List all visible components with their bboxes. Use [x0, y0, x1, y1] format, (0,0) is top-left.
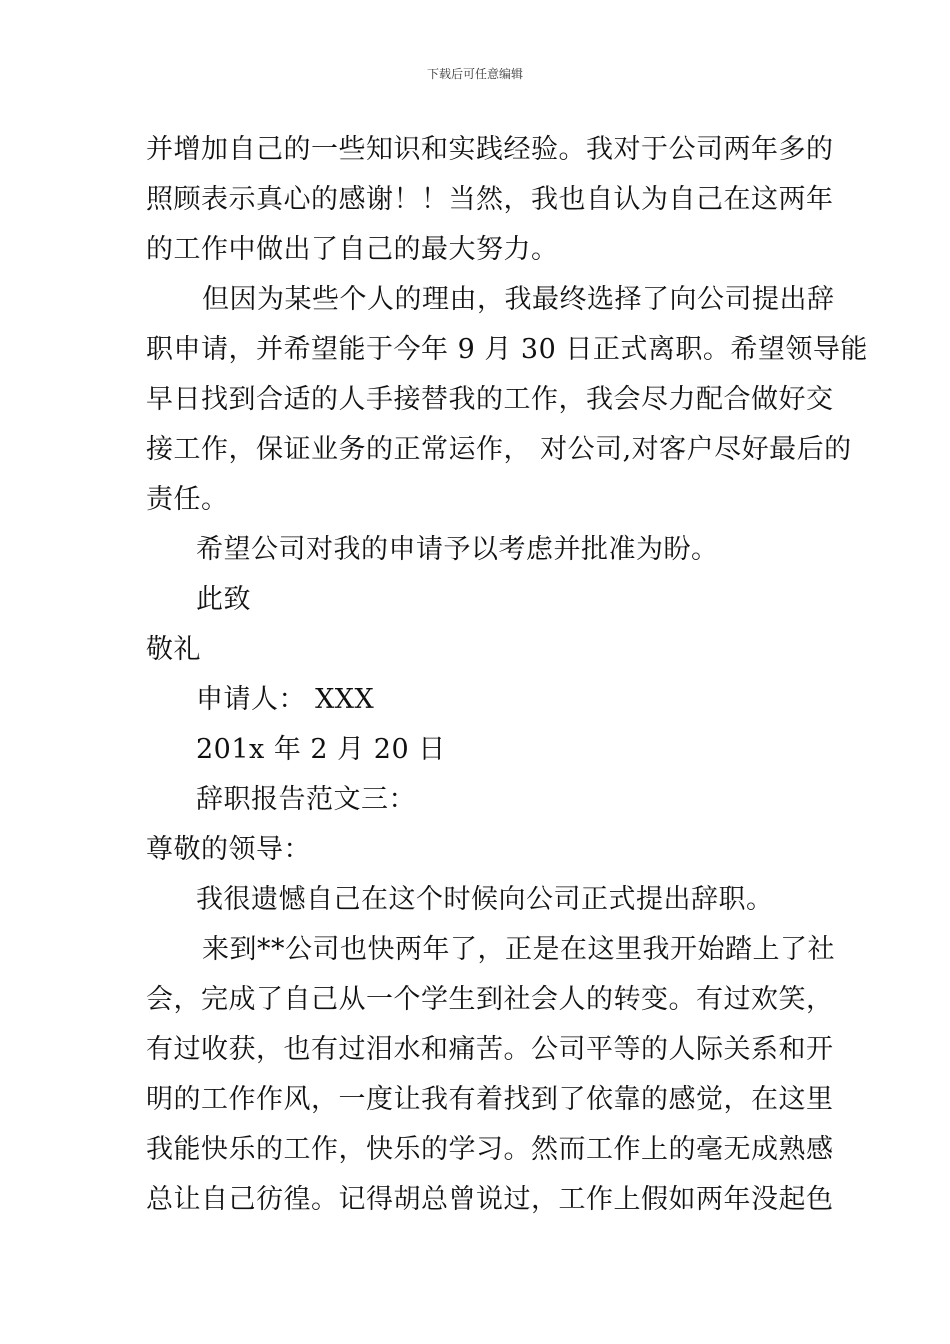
- paragraph-line: 有过收获，也有过泪水和痛苦。公司平等的人际关系和开: [146, 1034, 834, 1065]
- paragraph-line: 希望公司对我的申请予以考虑并批准为盼。: [196, 534, 719, 565]
- paragraph-line: 来到**公司也快两年了，正是在这里我开始踏上了社: [202, 934, 835, 965]
- paragraph-line: 明的工作作风，一度让我有着找到了依靠的感觉，在这里: [146, 1084, 834, 1115]
- salutation-line: 尊敬的领导：: [146, 834, 311, 865]
- paragraph-line: 并增加自己的一些知识和实践经验。我对于公司两年多的: [146, 134, 834, 165]
- applicant-line: 申请人： XXX: [196, 684, 375, 715]
- paragraph-line: 照顾表示真心的感谢！！当然，我也自认为自己在这两年: [146, 184, 834, 215]
- paragraph-line: 责任。: [146, 484, 229, 515]
- page-header: 下载后可任意编辑: [426, 67, 523, 81]
- closing-line: 敬礼: [146, 634, 201, 665]
- paragraph-line: 的工作中做出了自己的最大努力。: [146, 234, 559, 265]
- section-title: 辞职报告范文三：: [196, 784, 416, 815]
- closing-line: 此致: [196, 584, 251, 615]
- document-body: [146, 125, 868, 1225]
- paragraph-line: 我很遗憾自己在这个时候向公司正式提出辞职。: [196, 884, 774, 915]
- paragraph-line: 接工作，保证业务的正常运作， 对公司,对客户尽好最后的: [146, 434, 852, 465]
- paragraph-line: 早日找到合适的人手接替我的工作，我会尽力配合做好交: [146, 384, 834, 415]
- paragraph-line: 职申请，并希望能于今年 9 月 30 日正式离职。希望领导能: [146, 334, 868, 365]
- date-line: 201x 年 2 月 20 日: [196, 734, 446, 765]
- paragraph-line: 总让自己彷徨。记得胡总曾说过，工作上假如两年没起色: [146, 1184, 834, 1215]
- paragraph-line: 我能快乐的工作，快乐的学习。然而工作上的毫无成熟感: [146, 1134, 834, 1165]
- paragraph-line: 会，完成了自己从一个学生到社会人的转变。有过欢笑，: [146, 984, 834, 1015]
- paragraph-line: 但因为某些个人的理由，我最终选择了向公司提出辞: [202, 284, 835, 315]
